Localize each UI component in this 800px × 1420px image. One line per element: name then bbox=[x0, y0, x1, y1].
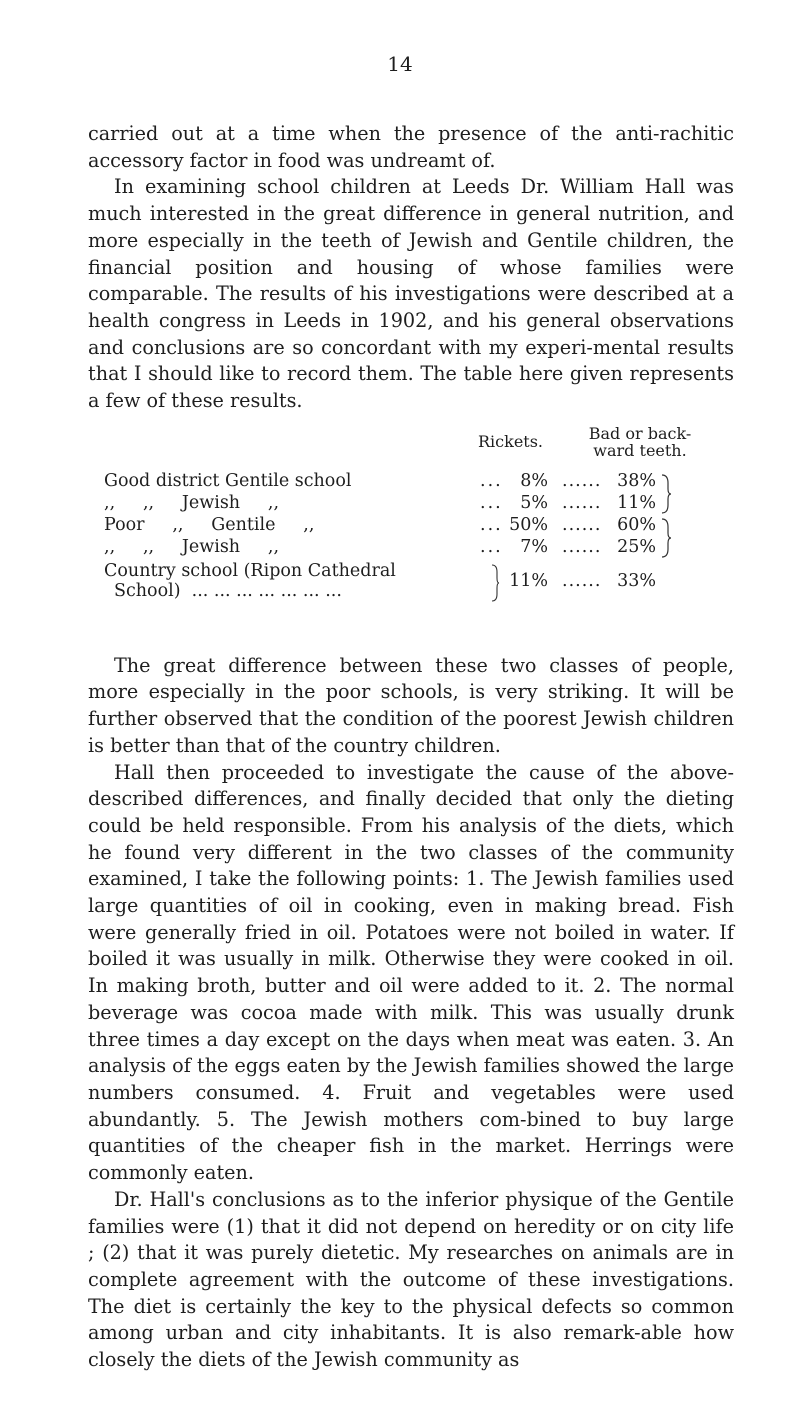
leader-dots: ... bbox=[480, 470, 503, 491]
teeth-value: 11% bbox=[617, 492, 656, 513]
body-text bbox=[88, 121, 734, 1374]
leader-dots: ... bbox=[480, 514, 503, 535]
paragraph: Dr. Hall's conclusions as to the inferior physique of the Gentile families were (1) that it did not depend on heredity or on city life ; (2) that it was purely dietetic. My researches on animals are in complete agreement with the outcome of these investigations. The diet is certainly the key to the physical defects so common among urban and city inhabitants. It is also remark-able how closely the diets of the Jewish community as bbox=[88, 1187, 734, 1372]
leader-dots: ...... bbox=[562, 470, 602, 491]
group-brace-icon bbox=[660, 517, 672, 559]
row-label: ,, ,, Jewish ,, bbox=[104, 492, 280, 513]
row-label: Good district Gentile school bbox=[104, 470, 352, 491]
leader-dots: ...... bbox=[562, 492, 602, 513]
rickets-value: 7% bbox=[520, 536, 548, 557]
results-table bbox=[88, 425, 734, 635]
leader-dots: ...... bbox=[562, 514, 602, 535]
row-label: ,, ,, Jewish ,, bbox=[104, 536, 280, 557]
teeth-value: 60% bbox=[617, 514, 656, 535]
row-brace-icon bbox=[490, 563, 500, 603]
rickets-value: 5% bbox=[520, 492, 548, 513]
leader-dots: ...... bbox=[562, 570, 602, 591]
table-row bbox=[104, 471, 734, 493]
row-label: Poor ,, Gentile ,, bbox=[104, 514, 315, 535]
table-header-rickets: Rickets. bbox=[478, 431, 544, 451]
rickets-value: 8% bbox=[520, 470, 548, 491]
table-row bbox=[104, 561, 734, 605]
table-header-teeth: Bad or back-ward teeth. bbox=[588, 423, 692, 460]
paragraph: Hall then proceeded to investigate the cause of the above-described differences, and finally decided that only the dieting could be held responsible. From his analysis of the diets, which he found very different in the two classes of the community examined, I take the following points: 1. The Jewish families used large quantities of oil in cooking, even in making bread. Fish were generally fried in oil. Potatoes were not boiled in water. If boiled it was usually in milk. Otherwise they were cooked in oil. In making broth, butter and oil were added to it. 2. The normal beverage was cocoa made with milk. This was usually drunk three times a day except on the days when meat was eaten. 3. An analysis of the eggs eaten by the Jewish families showed the large numbers consumed. 4. Fruit and vegetables were used abundantly. 5. The Jewish mothers com-bined to buy large quantities of the cheaper fish in the market. Herrings were commonly eaten. bbox=[88, 760, 734, 1185]
group-brace-icon bbox=[660, 473, 672, 515]
leader-dots: ... bbox=[480, 536, 503, 557]
paragraph: carried out at a time when the presence of the anti-rachitic accessory factor in food was undreamt of. bbox=[88, 122, 734, 172]
table-row bbox=[104, 537, 734, 559]
paragraph: In examining school children at Leeds Dr. William Hall was much interested in the great difference in general nutrition, and more especially in the teeth of Jewish and Gentile children, the financial position and housing of whose families were comparable. The results of his investigations were described at a health congress in Leeds in 1902, and his general observations and conclusions are so concordant with my experi-mental results that I should like to record them. The table here given represents a few of these results. bbox=[88, 175, 734, 413]
table-row bbox=[104, 515, 734, 537]
paragraph: The great difference between these two classes of people, more especially in the poor schools, is very striking. It will be further observed that the condition of the poorest Jewish children is better than that of the country children. bbox=[88, 653, 734, 757]
page-number: 14 bbox=[387, 52, 413, 76]
teeth-value: 38% bbox=[617, 470, 656, 491]
rickets-value: 50% bbox=[509, 514, 548, 535]
row-label-continued: School) ... ... ... ... ... ... ... bbox=[114, 580, 342, 601]
teeth-value: 33% bbox=[617, 570, 656, 591]
teeth-value: 25% bbox=[617, 536, 656, 557]
leader-dots: ... bbox=[480, 492, 503, 513]
rickets-value: 11% bbox=[509, 570, 548, 591]
leader-dots: ...... bbox=[562, 536, 602, 557]
row-label: Country school (Ripon Cathedral bbox=[104, 560, 396, 581]
table-row bbox=[104, 493, 734, 515]
